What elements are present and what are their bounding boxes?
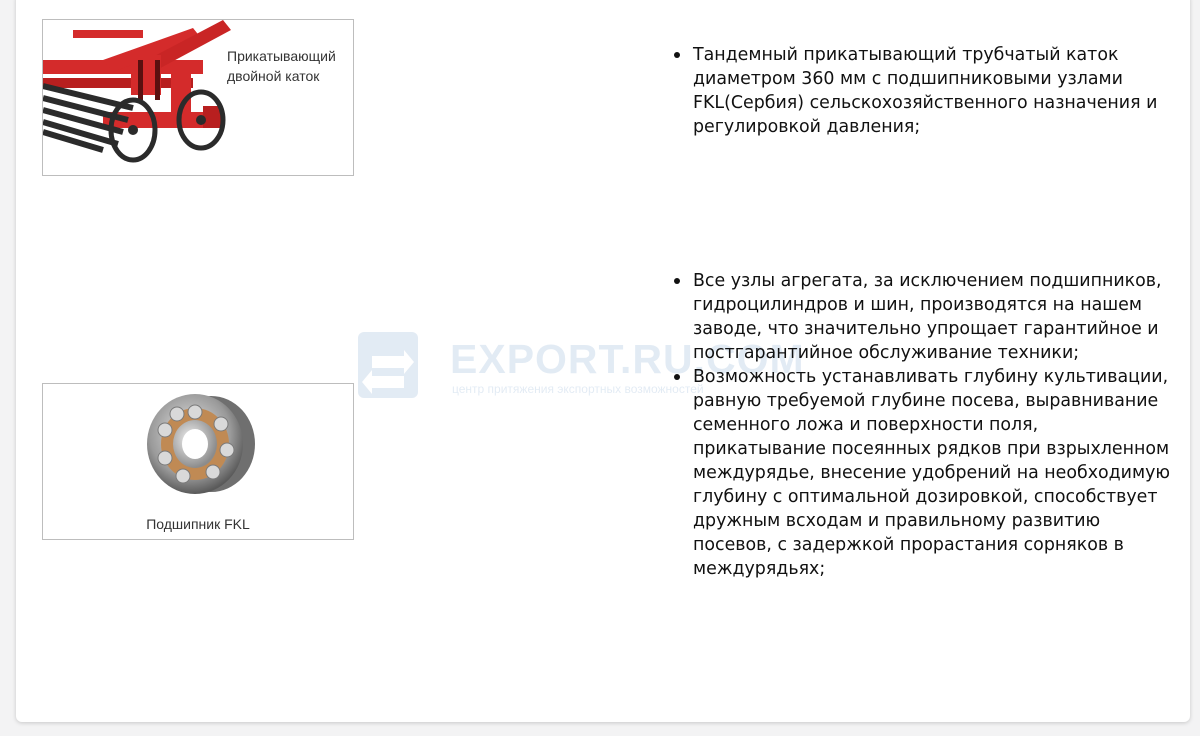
- export-arrows-icon: [358, 332, 418, 398]
- bearing-figure: [42, 383, 354, 540]
- content-card: [16, 0, 1190, 722]
- bullet-item: Возможность устанавливать глубину культивации, равную требуемой глубине посева, выравнивание семенного ложа и поверхности поля, прикатывание посеянных рядков при взрыхленном междурядье, внесение удобрений на необходимую глубину с оптимальной дозировкой, способствует дружным всходам и правильному развитию посевов, с задержкой прорастания сорняков в междурядьях;: [674, 365, 1174, 581]
- bullet-item: Все узлы агрегата, за исключением подшипников, гидроцилиндров и шин, производятся на нашем заводе, что значительно упрощает гарантийное и постгарантийное обслуживание техники;: [674, 269, 1174, 365]
- bullet-list-top: [674, 43, 1174, 139]
- roller-caption-line1: Прикатывающий: [227, 48, 336, 64]
- tandem-roller-image: [43, 20, 353, 175]
- bearing-caption: Подшипник FKL: [146, 516, 250, 532]
- watermark-title: EXPORT.RU.COM: [450, 336, 805, 382]
- bullet-list-bottom: [674, 269, 1174, 581]
- roller-figure: [42, 19, 354, 176]
- roller-caption-line2: двойной каток: [227, 68, 320, 84]
- watermark-subtitle: центр притяжения экспортных возможностей: [452, 382, 704, 396]
- bullet-item: Тандемный прикатывающий трубчатый каток диаметром 360 мм с подшипниковыми узлами FKL(Сербия) сельскохозяйственного назначения и регулировкой давления;: [674, 43, 1174, 139]
- roller-caption: [227, 46, 347, 86]
